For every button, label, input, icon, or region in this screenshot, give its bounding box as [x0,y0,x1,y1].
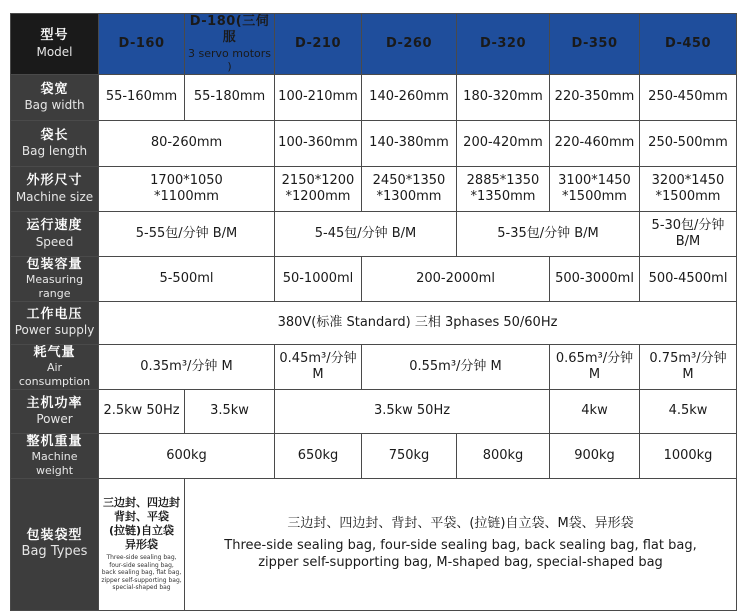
row-label [11,257,99,302]
cell-value: 380V(标准 Standard) 三相 3phases 50/60Hz [99,301,737,344]
cell-value: 900kg [550,433,640,478]
cell-value: 500-4500ml [640,257,737,302]
size-line: 3200*1450 [651,172,725,188]
cell-value: 600kg [99,433,275,478]
row-bag-length [11,121,737,167]
cell-value: 0.75m³/分钟 M [640,344,737,389]
label-zh: 整机重量 [26,433,83,449]
model-d260: D-260 [362,14,457,75]
bag-type-en-line: Three-side sealing bag, [106,554,177,562]
cell-value: 750kg [362,433,457,478]
cell-value: 250-450mm [640,75,737,121]
label-zh: 袋长 [40,127,69,143]
label-zh: 运行速度 [26,218,83,234]
cell-value [275,167,362,212]
row-power-supply [11,301,737,344]
cell-value: 0.65m³/分钟 M [550,344,640,389]
cell-value: 200-420mm [457,121,550,167]
cell-value: 0.35m³/分钟 M [99,344,275,389]
bag-type-zh-line: (拉链)自立袋 [108,523,175,537]
cell-value: 220-350mm [550,75,640,121]
row-speed [11,212,737,257]
model-d160: D-160 [99,14,185,75]
label-en: Bag Types [21,544,88,559]
label-en: Power supply [14,323,95,338]
label-en: Speed [35,234,74,249]
label-en: Machine size [15,189,94,204]
model-label-en: Model [36,44,73,59]
cell-value [362,167,457,212]
cell-value: 3.5kw [185,389,275,433]
cell-value: 100-360mm [275,121,362,167]
cell-value: 55-180mm [185,75,275,121]
cell-value [99,167,275,212]
label-zh: 工作电压 [26,307,83,323]
row-label [11,301,99,344]
cell-value: 5-45包/分钟 B/M [275,212,457,257]
size-line: 3100*1450 [558,172,631,188]
cell-value: 5-500ml [99,257,275,302]
cell-bag-types-rest [185,478,737,610]
label-zh: 主机功率 [26,395,83,411]
size-line: 1700*1050 [150,172,223,188]
row-label [11,121,99,167]
row-label [11,344,99,389]
size-line: *1300mm [376,189,442,204]
row-bag-width [11,75,737,121]
cell-value: 1000kg [640,433,737,478]
label-zh: 包装袋型 [26,527,83,543]
row-label [11,389,99,433]
size-line: 2150*1200 [281,172,355,188]
speed-line: B/M [675,234,701,249]
cell-value: 0.55m³/分钟 M [362,344,550,389]
size-line: 2450*1350 [372,172,446,188]
model-d350: D-350 [550,14,640,75]
cell-value: 800kg [457,433,550,478]
model-d450: D-450 [640,14,737,75]
label-en: Machine weight [31,450,78,477]
label-zh: 袋宽 [40,81,69,97]
row-bag-types [11,478,737,610]
label-en: Bag width [24,98,85,113]
model-label-cell [11,14,99,75]
bag-types-en-line: zipper self-supporting bag, M-shaped bag, special-shaped bag [258,555,663,571]
cell-value [457,167,550,212]
label-en: Measuring range [25,273,84,300]
cell-value: 4kw [550,389,640,433]
cell-value: 140-380mm [362,121,457,167]
bag-type-en-line: back sealing bag, flat bag, [101,569,182,577]
row-machine-weight [11,433,737,478]
cell-value: 500-3000ml [550,257,640,302]
cell-value: 650kg [275,433,362,478]
size-line: 2885*1350 [466,172,540,188]
cell-value: 140-260mm [362,75,457,121]
bag-type-zh-line: 异形袋 [125,537,158,551]
cell-value: 100-210mm [275,75,362,121]
bag-types-en-line: Three-side sealing bag, four-side sealing bag, back sealing bag, flat bag, [224,538,697,554]
cell-value: 250-500mm [640,121,737,167]
bag-types-zh: 三边封、四边封、背封、平袋、(拉链)自立袋、M袋、异形袋 [287,515,634,531]
row-machine-size [11,167,737,212]
row-air-consumption [11,344,737,389]
row-label [11,212,99,257]
bag-type-en-line: special-shaped bag [112,584,171,592]
label-zh: 包装容量 [26,257,83,272]
header-row [11,14,737,75]
cell-value [550,167,640,212]
speed-line: 5-30包/分钟 [651,217,725,233]
bag-type-en-line: zipper self-supporting bag, [101,576,182,584]
row-label [11,167,99,212]
row-label [11,478,99,610]
bag-type-en-line: four-side sealing bag, [109,561,174,569]
size-line: *1100mm [154,189,219,204]
size-line: *1200mm [285,189,351,204]
cell-value: 3.5kw 50Hz [275,389,550,433]
label-zh: 外形尺寸 [26,173,83,189]
size-line: *1500mm [562,189,627,204]
cell-value: 200-2000ml [362,257,550,302]
model-d180 [185,14,275,75]
row-measuring-range [11,257,737,302]
model-d210: D-210 [275,14,362,75]
cell-value: 180-320mm [457,75,550,121]
cell-value [640,167,737,212]
size-line: *1500mm [655,189,721,204]
label-en: Power [36,411,73,426]
cell-value: 80-260mm [99,121,275,167]
cell-value: 0.45m³/分钟 M [275,344,362,389]
cell-value: 5-55包/分钟 B/M [99,212,275,257]
cell-value: 55-160mm [99,75,185,121]
label-en: Bag length [21,144,88,159]
cell-value: 50-1000ml [275,257,362,302]
model-label-zh: 型号 [40,28,69,44]
cell-value: 5-35包/分钟 B/M [457,212,640,257]
cell-value: 4.5kw [640,389,737,433]
row-label [11,75,99,121]
model-d320: D-320 [457,14,550,75]
label-zh: 耗气量 [33,344,76,360]
row-label [11,433,99,478]
cell-value: 2.5kw 50Hz [99,389,185,433]
label-en: Air consumption [18,361,91,388]
bag-type-zh-line: 背封、平袋 [114,510,169,523]
cell-value: 220-460mm [550,121,640,167]
cell-bag-types-d160 [99,478,185,610]
row-power [11,389,737,433]
model-d180-main: D-180(三伺服 [189,14,270,46]
model-d180-sub: 3 servo motors ) [188,46,271,74]
spec-table [10,13,737,611]
cell-value [640,212,737,257]
size-line: *1350mm [470,189,536,204]
bag-type-zh-line: 三边封、四边封 [103,496,180,510]
